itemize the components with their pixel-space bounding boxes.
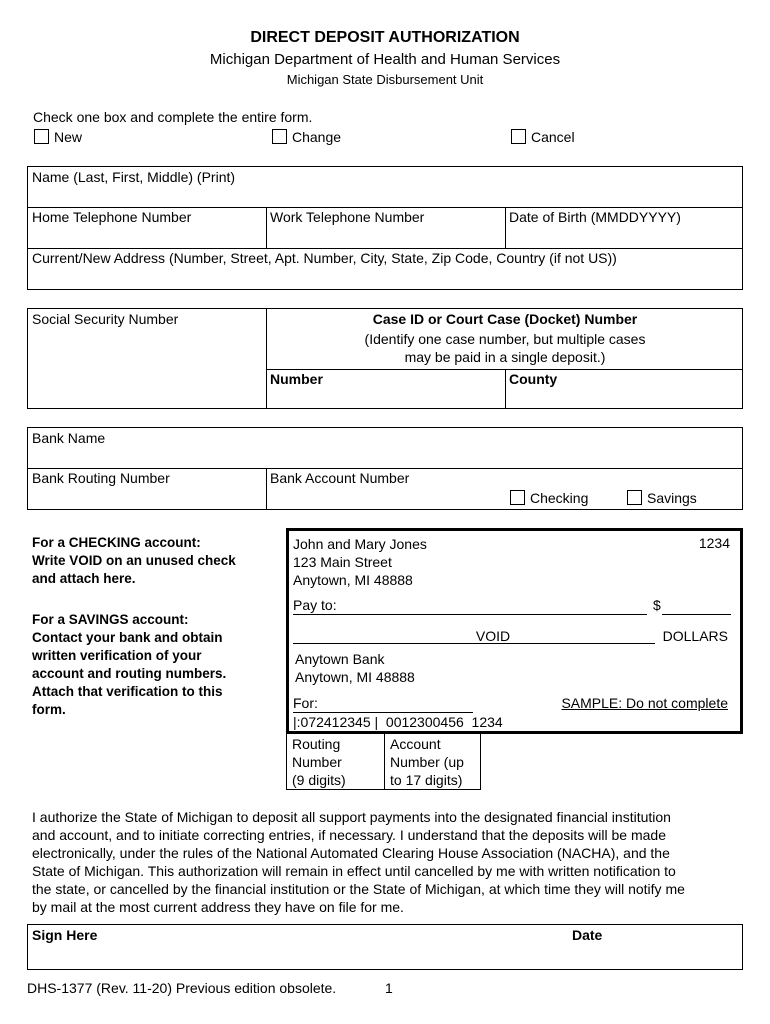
change-checkbox[interactable] (272, 129, 287, 144)
check-owner: John and Mary Jones (293, 536, 427, 552)
change-label: Change (292, 129, 342, 145)
unit-name: Michigan State Disbursement Unit (286, 72, 484, 87)
authorization-text: I authorize the State of Michigan to deposit all support payments into the designated financial institution and account, and to initiate correcting entries, if necessary. I understand that the deposits will be made electronically, under the rules of the National Automated Clearing House Association (NACHA), and the State of Michigan. This authorization will remain in effect until cancelled by me with written notification to the state, or cancelled by the financial institution or the State of Michigan, at which time they will notify me by mail at the most current address they have on file for me. (32, 809, 685, 915)
micr-line: |:072412345 | 0012300456 1234 (293, 714, 503, 730)
address-field[interactable] (28, 248, 744, 289)
cancel-option[interactable] (511, 129, 575, 145)
checking-label: Checking (530, 490, 589, 506)
home-phone-label: Home Telephone Number (32, 209, 192, 225)
routing-number-field[interactable] (28, 468, 266, 510)
bank-name-field[interactable] (28, 428, 744, 468)
micr-caption-box (286, 733, 481, 790)
case-number-label: Number (270, 371, 323, 387)
form-id: DHS-1377 (Rev. 11-20) Previous edition obsolete. (27, 980, 337, 996)
new-label: New (54, 129, 83, 145)
department-name: Michigan Department of Health and Human Services (209, 51, 561, 68)
check-bank-city: Anytown, MI 48888 (295, 669, 415, 685)
cancel-checkbox[interactable] (511, 129, 526, 144)
case-title: Case ID or Court Case (Docket) Number (372, 311, 638, 327)
personal-info-table (27, 166, 743, 290)
home-phone-field[interactable] (28, 207, 266, 248)
savings-checkbox[interactable] (627, 490, 642, 505)
case-note-2: may be paid in a single deposit.) (404, 349, 606, 365)
ssn-field[interactable] (28, 309, 266, 409)
new-option[interactable] (34, 129, 82, 145)
check-bank-name: Anytown Bank (295, 651, 385, 667)
dollar-sign: $ (653, 597, 661, 613)
check-bank-block (295, 650, 415, 686)
checking-instructions: For a CHECKING account: Write VOID on an unused check and attach here. (32, 535, 236, 586)
account-caption: Account Number (up to 17 digits) (390, 736, 464, 788)
savings-instructions: For a SAVINGS account: Contact your bank and obtain written verification of your account and routing numbers. Attach that verification to this form. (32, 612, 227, 717)
bank-name-label: Bank Name (32, 430, 106, 446)
choice-instruction: Check one box and complete the entire form. (33, 109, 313, 125)
sample-check (286, 528, 743, 734)
dollars-label: DOLLARS (662, 628, 728, 644)
check-street: 123 Main Street (293, 554, 392, 570)
case-note-1: (Identify one case number, but multiple cases (364, 331, 646, 347)
sign-here-label: Sign Here (32, 927, 98, 943)
for-label: For: (293, 695, 318, 711)
check-city: Anytown, MI 48888 (293, 572, 413, 588)
county-label: County (509, 371, 558, 387)
dob-field[interactable] (505, 207, 744, 248)
sample-note: SAMPLE: Do not complete (561, 695, 728, 711)
change-option[interactable] (272, 129, 341, 145)
date-field[interactable] (568, 925, 742, 969)
savings-option[interactable] (627, 490, 697, 506)
routing-caption: Routing Number (9 digits) (292, 736, 346, 788)
checking-option[interactable] (510, 490, 588, 506)
new-checkbox[interactable] (34, 129, 49, 144)
page-number: 1 (385, 980, 393, 996)
pay-to-label: Pay to: (293, 597, 337, 613)
routing-number-label: Bank Routing Number (32, 470, 170, 486)
bank-table (27, 427, 743, 510)
name-field[interactable] (28, 167, 744, 207)
ssn-label-text: Social Security Number (32, 311, 179, 327)
void-text: VOID (475, 628, 511, 644)
work-phone-field[interactable] (266, 207, 505, 248)
case-table (27, 308, 743, 409)
name-label: Name (Last, First, Middle) (Print) (32, 169, 236, 185)
form-title: DIRECT DEPOSIT AUTHORIZATION (250, 29, 520, 46)
signature-field[interactable] (28, 925, 568, 969)
county-field[interactable] (505, 369, 744, 409)
checking-checkbox[interactable] (510, 490, 525, 505)
case-number-field[interactable] (266, 369, 505, 409)
signature-box (27, 924, 743, 970)
work-phone-label: Work Telephone Number (270, 209, 425, 225)
date-label: Date (572, 927, 603, 943)
address-label: Current/New Address (Number, Street, Apt. Number, City, State, Zip Code, Country (if not US)) (32, 250, 617, 266)
savings-label: Savings (647, 490, 697, 506)
cancel-label: Cancel (531, 129, 575, 145)
dob-label: Date of Birth (MMDDYYYY) (509, 209, 681, 225)
account-number-label: Bank Account Number (270, 470, 410, 486)
check-number: 1234 (698, 535, 730, 551)
check-owner-block (293, 535, 427, 589)
